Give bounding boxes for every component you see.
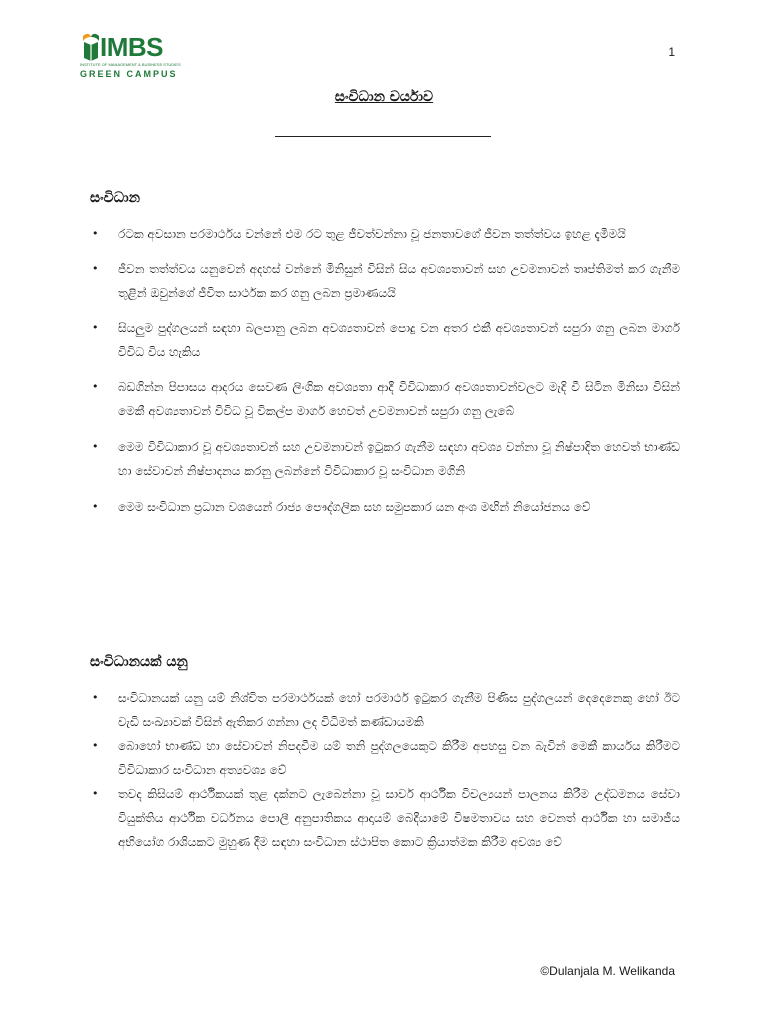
bullet-icon: • [92,321,99,334]
list-item [90,316,680,364]
leaf-book-icon [80,32,102,62]
bullet-icon: • [92,227,99,240]
bullet-icon: • [92,691,99,704]
list-item [90,686,680,734]
bullet-icon: • [92,787,99,800]
list-item [90,734,680,782]
copyright-footer: ©Dulanjala M. Welikanda [540,964,675,978]
list-item-text: බඩගින්න පිපාසය ආදරය සෙවණ ලිංගික අවශ්‍යතා ආදී විවිධාකාර අවශ්‍යතාවන්වලට මැදි වී සිටින මිනිසා විසින් මෙකී අවශ්‍යතාවන් විවිධ වූ විකල්ප මාර්ග හෙවත් උවමනාවන් සපුරා ගනු ලැබේ [118,380,680,418]
document-title [0,86,768,108]
section-heading-organizations: සංවිධාන [90,190,141,206]
list-item-text: සංවිධානයක් යනු යම් නිශ්චිත පරමාර්ථයක් හෝ පරමාර්ථ ඉටුකර ගැනීම පිණිස පුද්ගලයන් දෙදෙනෙකු හෝ ඊට වැඩි සංඛ්‍යාවක් විසින් ඇතිකර ගන්නා ලද විධිමත් කණ්ඩායමකි [118,691,680,729]
bullet-icon: • [92,500,99,513]
list-item-text: මෙම සංවිධාන ප්‍රධාන වශයෙන් රාජ්‍ය පෞද්ගලික සහ සමුපකාර යන අංශ මඟින් නියෝජනය වේ [118,500,591,514]
list-item-text: මෙම විවිධාකාර වූ අවශ්‍යතාවන් සහ උවමනාවන් ඉටුකර ගැනීම සඳහා අවශ්‍ය වන්නා වූ නිෂ්පාදිත හෙවත් භාණ්ඩ හා සේවාවන් නිෂ්පාදනය කරනු ලබන්නේ විවිධාකාර වූ සංවිධාන මගිනි [118,440,680,478]
logo-brand-text: IMBS [100,32,163,62]
list-item [90,222,680,246]
bullet-icon: • [92,380,99,393]
title-underline-rule [275,136,491,137]
list-item-text: තවද කිසියම් ආර්ථිකයක් තුළ දක්නට ලැබෙන්නා වූ සාර්ව ආර්ථික විචල්‍යයන් පාලනය කිරීම උද්ධමනය සේවා වියුක්තිය ආර්ථික වර්ධනය පොලී අනුපාතිකය ආදායම් බෙදීයාමේ විෂමතාවය සහ වෙනත් ආර්ථික හා සමාජීය අභියෝග රාශියකට මුහුණ දීම සඳහා සංවිධාන ස්ථාපිත කොට ක්‍රියාත්මක කිරීම අවශ්‍ය වේ [118,787,680,849]
section-heading-what-is-an-organization: සංවිධානයක් යනු [90,654,188,670]
bullet-icon: • [92,262,99,275]
list-item [90,782,680,854]
list-item-text: බොහෝ භාණ්ඩ හා සේවාවන් නිපදවීම යම් තනි පුද්ගලයෙකුට කිරීම අපහසු වන බැවින් මෙකී කාර්යය කිරීමට විවිධාකාර සංවිධාන අත්‍යවශ්‍ය වේ [118,739,680,777]
list-item-text: සියලුම පුද්ගලයන් සඳහා බලපානු ලබන අවශ්‍යතාවන් පොදු වන අතර එකී අවශ්‍යතාවන් සපුරා ගනු ලබන මාර්ග විවිධ විය හැකිය [118,321,680,359]
list-item-text: රටක අවසාන පරමාර්ථය වන්නේ එම රට තුළ ජීවත්වන්නා වූ ජනතාවගේ ජීවන තත්ත්වය ඉහළ දැමීමයි [118,227,626,241]
page-number: 1 [668,45,675,59]
list-item [90,375,680,423]
bullet-list-what-is-an-organization [90,686,680,854]
bullet-list-organizations [90,222,680,530]
list-item [90,257,680,305]
list-item-text: ජීවන තත්ත්වය යනුවෙන් අදහස් වන්නේ මිනිසුන් විසින් සිය අවශ්‍යතාවන් සහ උවමනාවන් තෘප්තිමත් කර ගැනීම තුළින් ඔවුන්ගේ ජීවිත සාර්ථක කර ගනු ලබන ප්‍රමාණයයි [118,262,680,300]
document-title-text: සංවිධාන චර්යාව [334,89,434,105]
list-item [90,495,680,519]
logo-campus-text: GREEN CAMPUS [80,69,178,79]
bullet-icon: • [92,440,99,453]
list-item [90,435,680,483]
imbs-logo [80,30,180,80]
logo-tagline: INSTITUTE OF MANAGEMENT & BUSINESS STUDIES [80,62,181,67]
bullet-icon: • [92,739,99,752]
